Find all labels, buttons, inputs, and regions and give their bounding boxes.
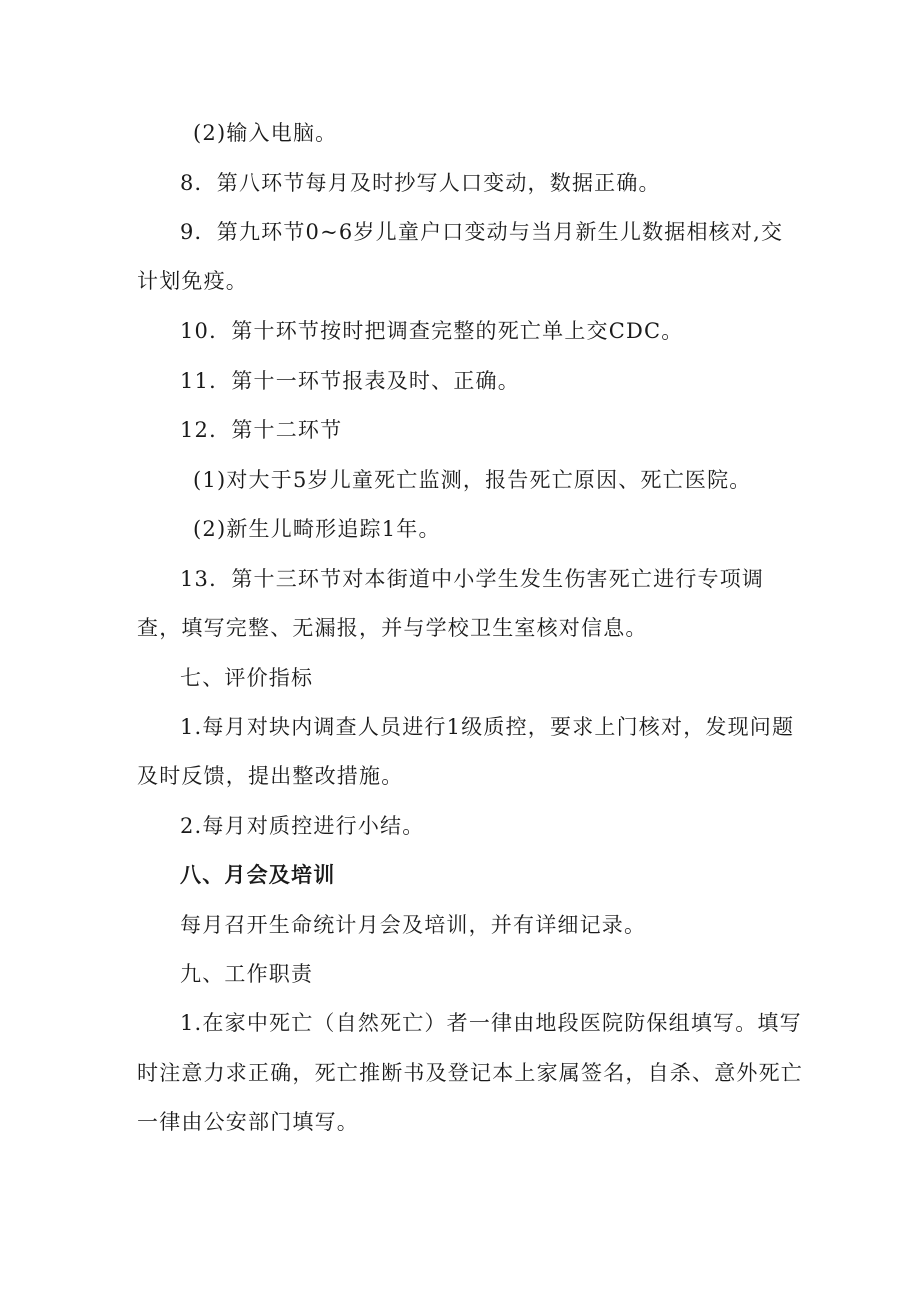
- text-line: 9．第九环节0~6岁儿童户口变动与当月新生儿数据相核对,交: [180, 220, 784, 244]
- text-line: 时注意力求正确，死亡推断书及登记本上家属签名，自杀、意外死亡: [137, 1061, 803, 1085]
- text-line: 计划免疫。: [137, 269, 248, 293]
- section-heading: 七、评价指标: [180, 666, 314, 690]
- text-line: 13．第十三环节对本街道中小学生发生伤害死亡进行专项调: [180, 567, 765, 591]
- text-line: 1.每月对块内调查人员进行1级质控，要求上门核对，发现问题: [180, 715, 795, 739]
- text-line: 8．第八环节每月及时抄写人口变动，数据正确。: [180, 171, 661, 195]
- text-line: 及时反馈，提出整改措施。: [137, 764, 404, 788]
- section-heading: 八、月会及培训: [180, 862, 336, 887]
- text-line: 12．第十二环节: [180, 418, 343, 442]
- section-heading: 九、工作职责: [180, 962, 314, 986]
- text-line: (2)新生儿畸形追踪1年。: [193, 517, 441, 541]
- text-line: 10．第十环节按时把调查完整的死亡单上交CDC。: [180, 319, 684, 343]
- text-line: (2)输入电脑。: [193, 121, 338, 145]
- text-line: 1.在家中死亡（自然死亡）者一律由地段医院防保组填写。填写: [180, 1011, 802, 1035]
- text-line: 11．第十一环节报表及时、正确。: [180, 369, 520, 393]
- text-line: 查，填写完整、无漏报，并与学校卫生室核对信息。: [137, 616, 648, 640]
- text-line: 一律由公安部门填写。: [137, 1110, 359, 1134]
- text-line: 每月召开生命统计月会及培训，并有详细记录。: [180, 913, 647, 937]
- text-line: (1)对大于5岁儿童死亡监测，报告死亡原因、死亡医院。: [193, 468, 752, 492]
- text-line: 2.每月对质控进行小结。: [180, 814, 425, 838]
